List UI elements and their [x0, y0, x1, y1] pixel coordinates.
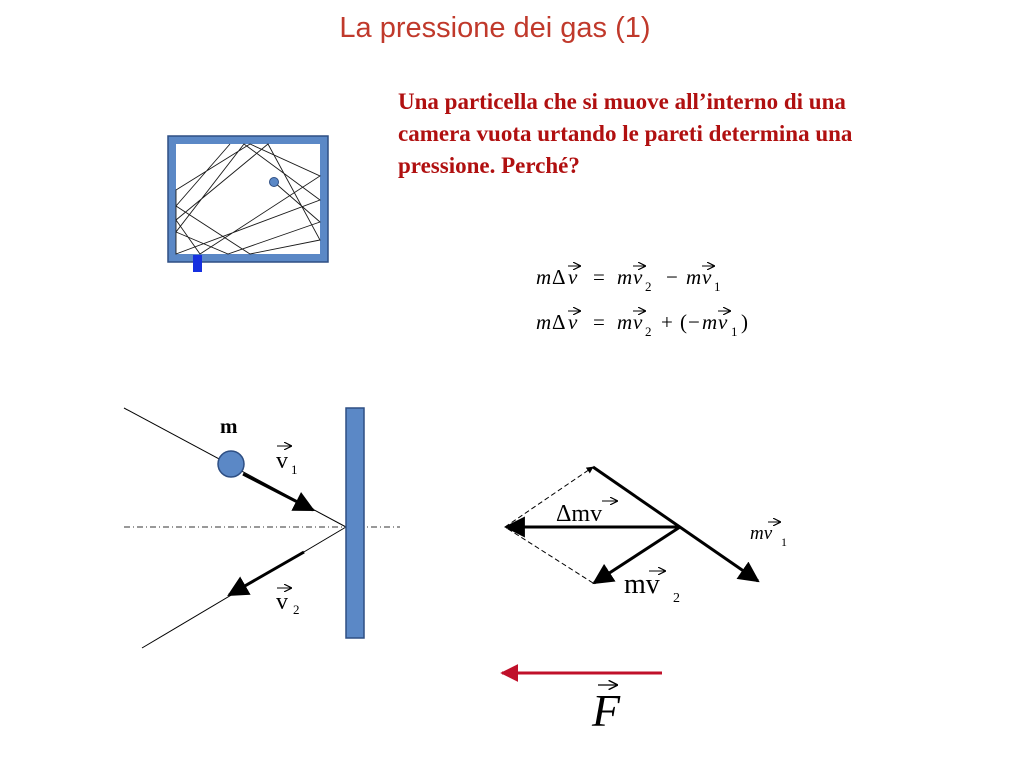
particle-ball — [218, 451, 244, 477]
eq1-m1: m — [536, 265, 552, 289]
eq2-equals: = — [593, 310, 605, 334]
delta-mv-text: Δmv — [556, 501, 603, 527]
eq2-v3: v — [718, 310, 728, 334]
mass-label: m — [220, 414, 238, 438]
eq1-sub2: 2 — [645, 279, 652, 294]
delta-mv-label — [556, 501, 617, 527]
slide-title: La pressione dei gas (1) — [339, 12, 651, 44]
eq1-minus: − — [666, 265, 678, 289]
eq2-plus: + — [661, 310, 673, 334]
mv1-text: mv — [750, 523, 773, 544]
eq2-v2: v — [633, 310, 643, 334]
force-vector — [502, 673, 662, 736]
pressure-sensor — [193, 255, 202, 272]
eq2-lparen: ( — [680, 310, 687, 334]
equation-1 — [536, 265, 721, 294]
equation-2 — [536, 310, 748, 339]
eq2-minus: − — [688, 310, 700, 334]
v1-letter: v — [276, 448, 288, 474]
eq2-sub2: 2 — [645, 324, 652, 339]
eq1-v2: v — [633, 265, 643, 289]
eq1-m3: m — [686, 265, 702, 289]
mv2-subscript: 2 — [673, 591, 680, 606]
eq2-sub3: 1 — [731, 324, 738, 339]
v2-arrow — [229, 552, 304, 595]
chamber-diagram — [168, 136, 328, 272]
particle-dot — [270, 178, 279, 187]
mv2-text: mv — [624, 569, 660, 600]
question-line-3: pressione. Perché? — [398, 153, 580, 178]
v2-letter: v — [276, 589, 288, 615]
eq2-v1: v — [568, 310, 578, 334]
v2-subscript: 2 — [293, 602, 300, 617]
dashed-lower-vector — [505, 527, 593, 583]
eq1-m2: m — [617, 265, 633, 289]
v1-subscript: 1 — [291, 462, 298, 477]
eq2-m1: m — [536, 310, 552, 334]
mv1-label — [750, 522, 787, 549]
v1-label — [276, 446, 298, 477]
eq2-rparen: ) — [741, 310, 748, 334]
eq2-m2: m — [617, 310, 633, 334]
eq1-equals: = — [593, 265, 605, 289]
eq1-v3: v — [702, 265, 712, 289]
force-label: F — [592, 685, 621, 736]
mv2-label — [624, 569, 680, 606]
eq2-delta: Δ — [552, 310, 566, 334]
question-line-2: camera vuota urtando le pareti determina una — [398, 121, 853, 146]
eq1-sub3: 1 — [714, 279, 721, 294]
eq1-delta: Δ — [552, 265, 566, 289]
v1-arrow — [243, 474, 313, 510]
collision-diagram — [124, 408, 400, 648]
eq1-v1: v — [568, 265, 578, 289]
mv1-subscript: 1 — [781, 535, 787, 549]
eq2-m3: m — [702, 310, 718, 334]
v2-label — [276, 588, 300, 617]
wall — [346, 408, 364, 638]
question-line-1: Una particella che si muove all’interno di una — [398, 89, 846, 114]
mv1-vector — [593, 467, 758, 581]
vector-diagram — [505, 467, 787, 606]
